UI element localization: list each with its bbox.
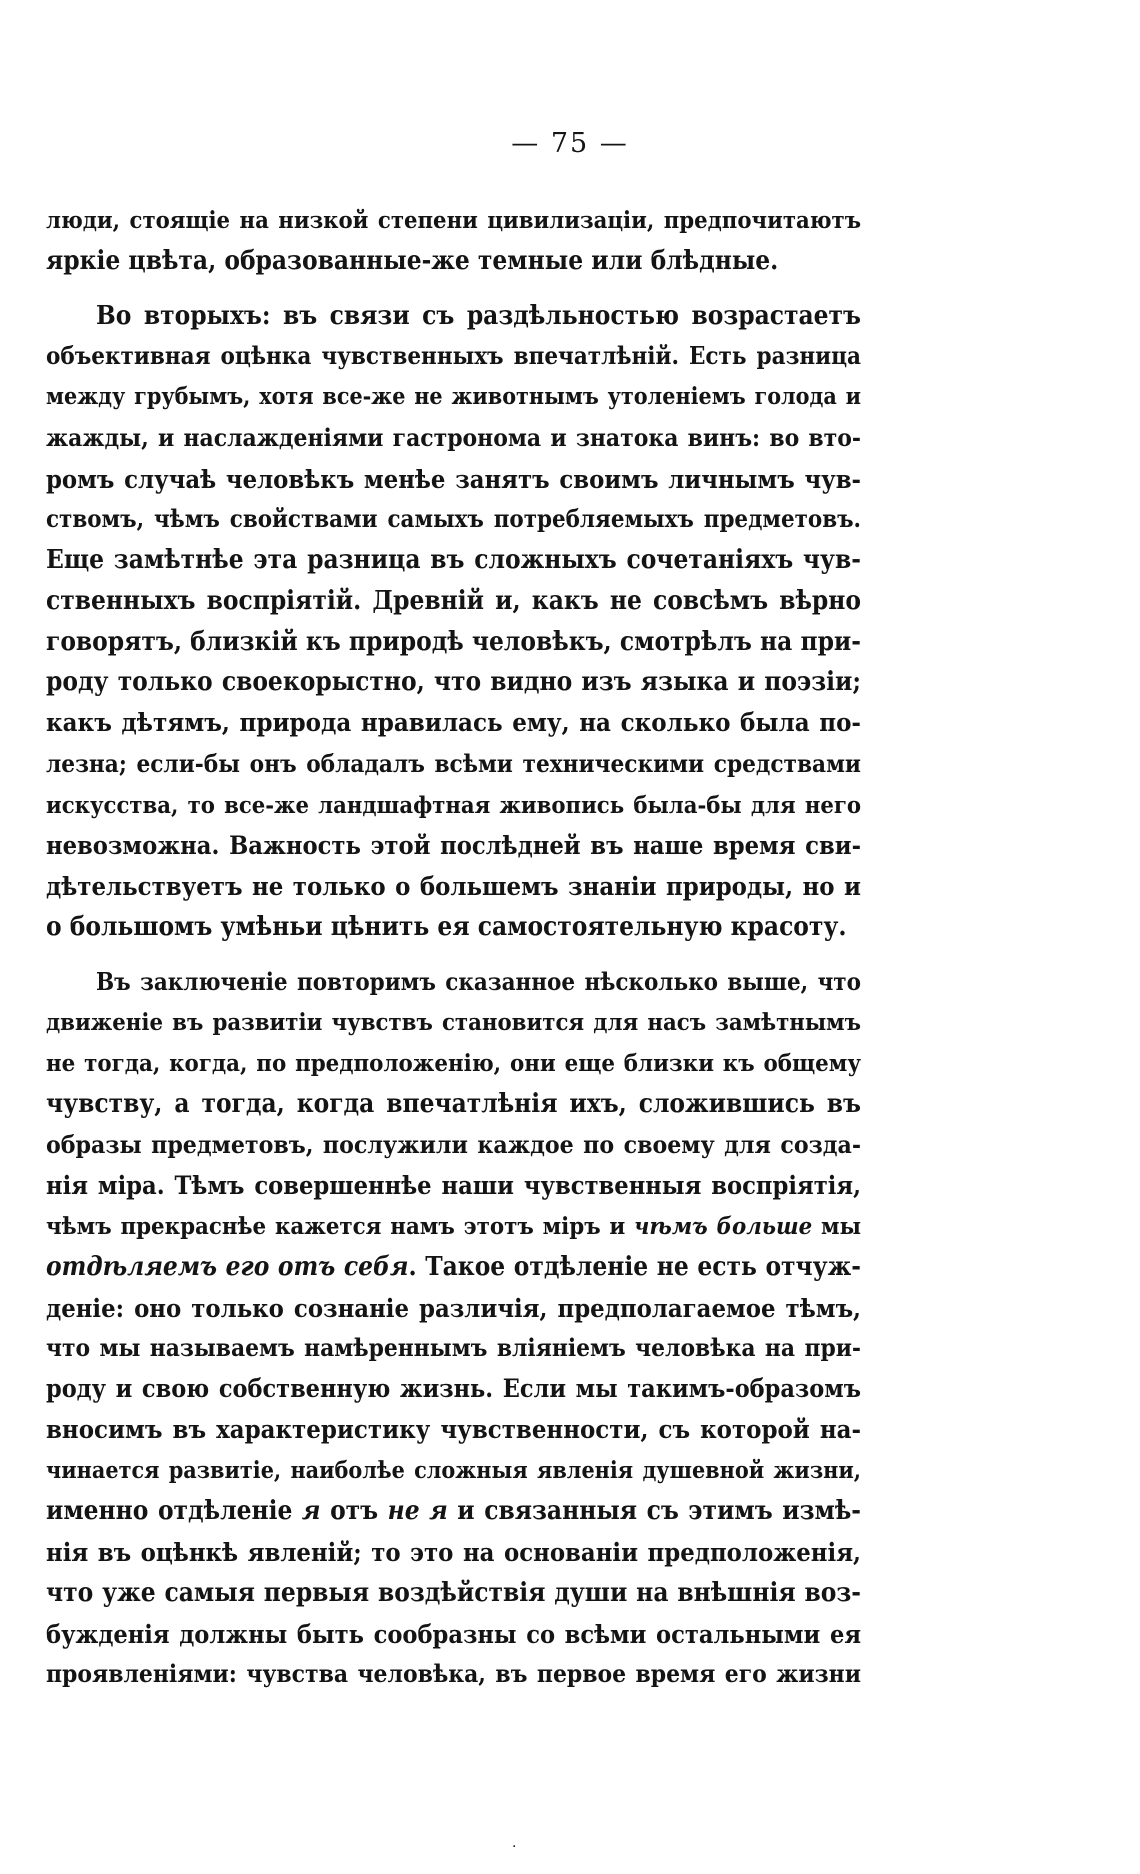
text-line: нія въ оцѣнкѣ явленій; то это на основаніи предположенія, — [46, 1537, 861, 1567]
text-line: о большомъ умѣньи цѣнить ея самостоятельную красоту. — [46, 911, 847, 942]
text-line: образы предметовъ, послужили каждое по своему для созда- — [46, 1129, 861, 1159]
print-speck: · — [512, 1839, 517, 1855]
text-line — [46, 1491, 861, 1532]
text-line: бужденія должны быть сообразны со всѣми остальными ея — [46, 1618, 861, 1649]
text-line: говорятъ, близкій къ природѣ человѣкъ, смотрѣлъ на при- — [46, 626, 861, 657]
text-line: роду только своекорыстно, что видно изъ языка и поэзіи; — [46, 667, 861, 698]
text-run: отъ — [320, 1496, 388, 1527]
page-text — [46, 200, 861, 1695]
text-line: искусства, то все-же ландшафтная живопись была-бы для него — [46, 790, 861, 819]
text-line: не тогда, когда, по предположенію, они еще близки къ общему — [46, 1049, 861, 1077]
text-line: что уже самыя первыя воздѣйствія души на внѣшнія воз- — [46, 1577, 861, 1608]
text-line: Еще замѣтнѣе эта разница въ сложныхъ сочетаніяхъ чув- — [46, 545, 861, 575]
emphasis: я — [301, 1496, 321, 1527]
text-line: ромъ случаѣ человѣкъ менѣе занятъ своимъ личнымъ чув- — [46, 463, 861, 494]
text-line: движеніе въ развитіи чувствъ становится для насъ замѣтнымъ — [46, 1008, 861, 1037]
text-line: чувству, а тогда, когда впечатлѣнія ихъ, сложившись въ — [46, 1088, 861, 1119]
text-line: лезна; если-бы онъ обладалъ всѣми техническими средствами — [46, 748, 861, 778]
text-run: именно отдѣленіе — [46, 1496, 302, 1527]
text-line — [46, 1206, 861, 1247]
text-run: и связанныя съ этимъ измѣ- — [447, 1496, 861, 1527]
text-line: жажды, и наслажденіями гастронома и знатока винъ: во вто- — [46, 422, 861, 452]
text-run: . Такое отдѣленіе не есть отчуж- — [408, 1251, 861, 1282]
emphasis: чѣмъ больше — [634, 1212, 813, 1240]
emphasis: отдѣляемъ его отъ себя — [46, 1251, 409, 1282]
emphasis: не я — [387, 1496, 448, 1527]
text-line: дѣтельствуетъ не только о большемъ знаніи природы, но и — [46, 871, 861, 901]
text-line: что мы называемъ намѣреннымъ вліяніемъ человѣка на при- — [46, 1333, 861, 1363]
paragraph-gap — [46, 948, 861, 962]
text-line: какъ дѣтямъ, природа нравилась ему, на сколько была по- — [46, 708, 861, 738]
text-line: яркіе цвѣта, образованные-же темные или блѣдные. — [46, 245, 779, 276]
text-line — [46, 1247, 861, 1288]
text-line: объективная оцѣнка чувственныхъ впечатлѣній. Есть разница — [46, 342, 861, 371]
text-line: вносимъ въ характеристику чувственности, съ которой на- — [46, 1414, 861, 1445]
text-line: деніе: оно только сознаніе различія, предполагаемое тѣмъ, — [46, 1292, 861, 1323]
text-line: чинается развитіе, наиболѣе сложныя явленія душевной жизни, — [46, 1456, 861, 1484]
text-line: ствомъ, чѣмъ свойствами самыхъ потребляемыхъ предметовъ. — [46, 505, 861, 534]
text-line: невозможна. Важность этой послѣдней въ наше время сви- — [46, 830, 861, 861]
text-line: Во вторыхъ: въ связи съ раздѣльностью возрастаетъ — [96, 300, 861, 331]
paragraph-gap — [46, 282, 861, 296]
page-number: — 75 — — [511, 128, 629, 159]
text-line: Въ заключеніе повторимъ сказанное нѣсколько выше, что — [96, 967, 861, 996]
text-line: проявленіями: чувства человѣка, въ первое время его жизни — [46, 1659, 861, 1689]
text-run: чѣмъ прекраснѣе кажется намъ этотъ міръ и — [46, 1212, 635, 1240]
text-line: между грубымъ, хотя все-же не животнымъ утоленіемъ голода и — [46, 383, 861, 410]
text-line: люди, стоящіе на низкой степени цивилизаціи, предпочитаютъ — [46, 206, 861, 234]
text-line: роду и свою собственную жизнь. Если мы такимъ-образомъ — [46, 1374, 861, 1403]
text-line: ственныхъ воспріятій. Древній и, какъ не совсѣмъ вѣрно — [46, 585, 861, 616]
text-line: нія міра. Тѣмъ совершеннѣе наши чувственныя воспріятія, — [46, 1170, 861, 1201]
text-run: мы — [812, 1212, 861, 1240]
